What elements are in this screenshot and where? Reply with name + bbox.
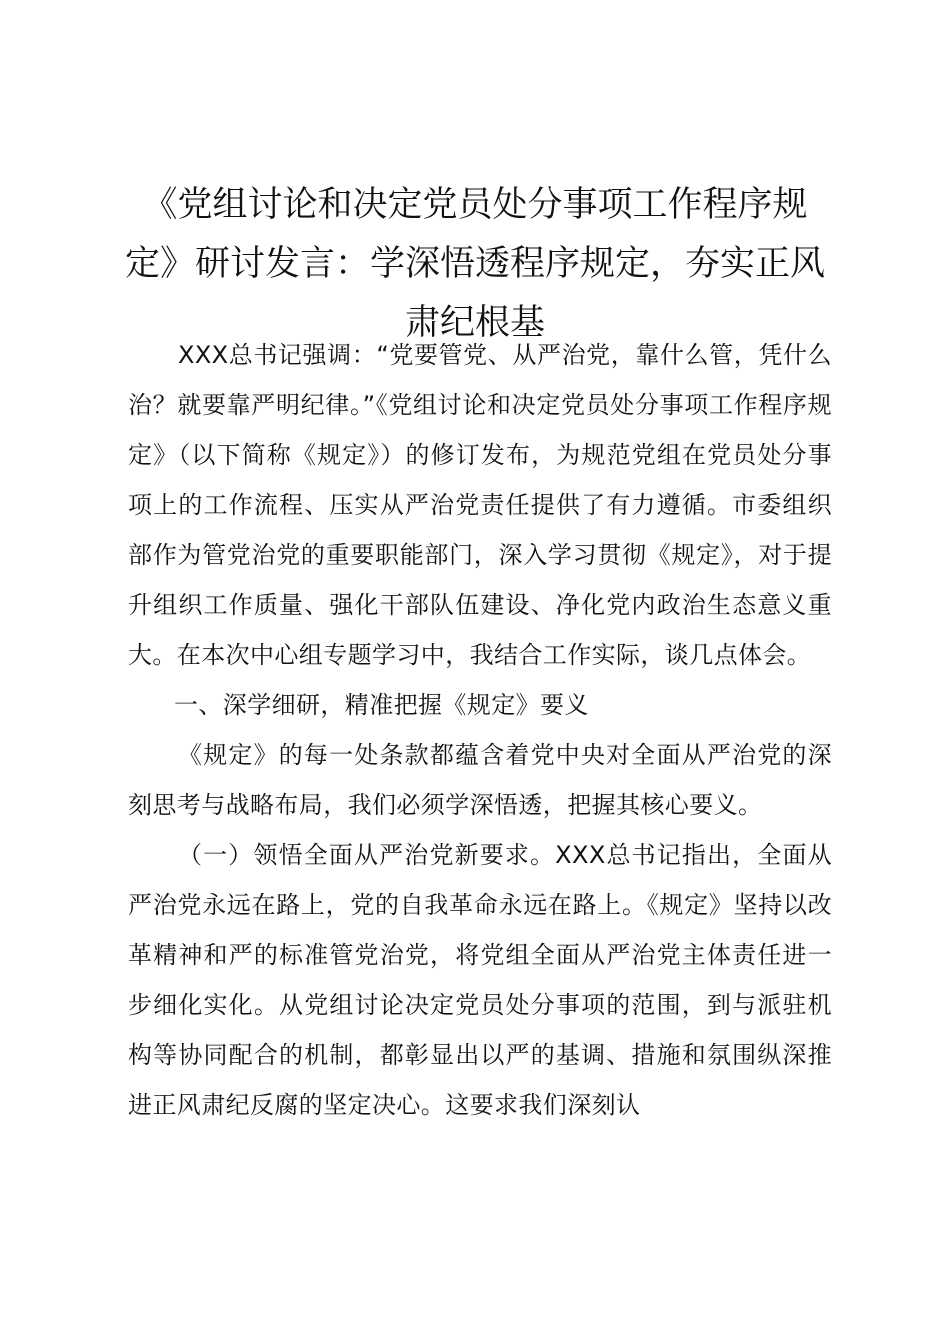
section-heading: 一、深学细研，精准把握《规定》要义	[174, 691, 589, 719]
section-intro-paragraph: 《规定》的每一处条款都蕴含着党中央对全面从严治党的深刻思考与战略布局，我们必须学深悟透，把握其核心要义。	[128, 741, 832, 819]
document-title: 《党组讨论和决定党员处分事项工作程序规定》研讨发言：学深悟透程序规定，夯实正风肃纪根基	[124, 185, 825, 343]
subsection-paragraph: （一）领悟全面从严治党新要求。XXX总书记指出，全面从严治党永远在路上，党的自我革命永远在路上。《规定》坚持以改革精神和严的标准管党治党，将党组全面从严治党主体责任进一步细化实化。从党组讨论决定党员处分事项的范围，到与派驻机构等协同配合的机制，都彰显出以严的基调、措施和氛围纵深推进正风肃纪反腐的坚定决心。这要求我们深刻认	[128, 841, 832, 1119]
intro-paragraph: XXX总书记强调：“党要管党、从严治党，靠什么管，凭什么治？就要靠严明纪律。”《党组讨论和决定党员处分事项工作程序规定》（以下简称《规定》）的修订发布，为规范党组在党员处分事项上的工作流程、压实从严治党责任提供了有力遵循。市委组织部作为管党治党的重要职能部门，深入学习贯彻《规定》，对于提升组织工作质量、强化干部队伍建设、净化党内政治生态意义重大。在本次中心组专题学习中，我结合工作实际，谈几点体会。	[128, 341, 832, 669]
document-body	[128, 330, 832, 1130]
